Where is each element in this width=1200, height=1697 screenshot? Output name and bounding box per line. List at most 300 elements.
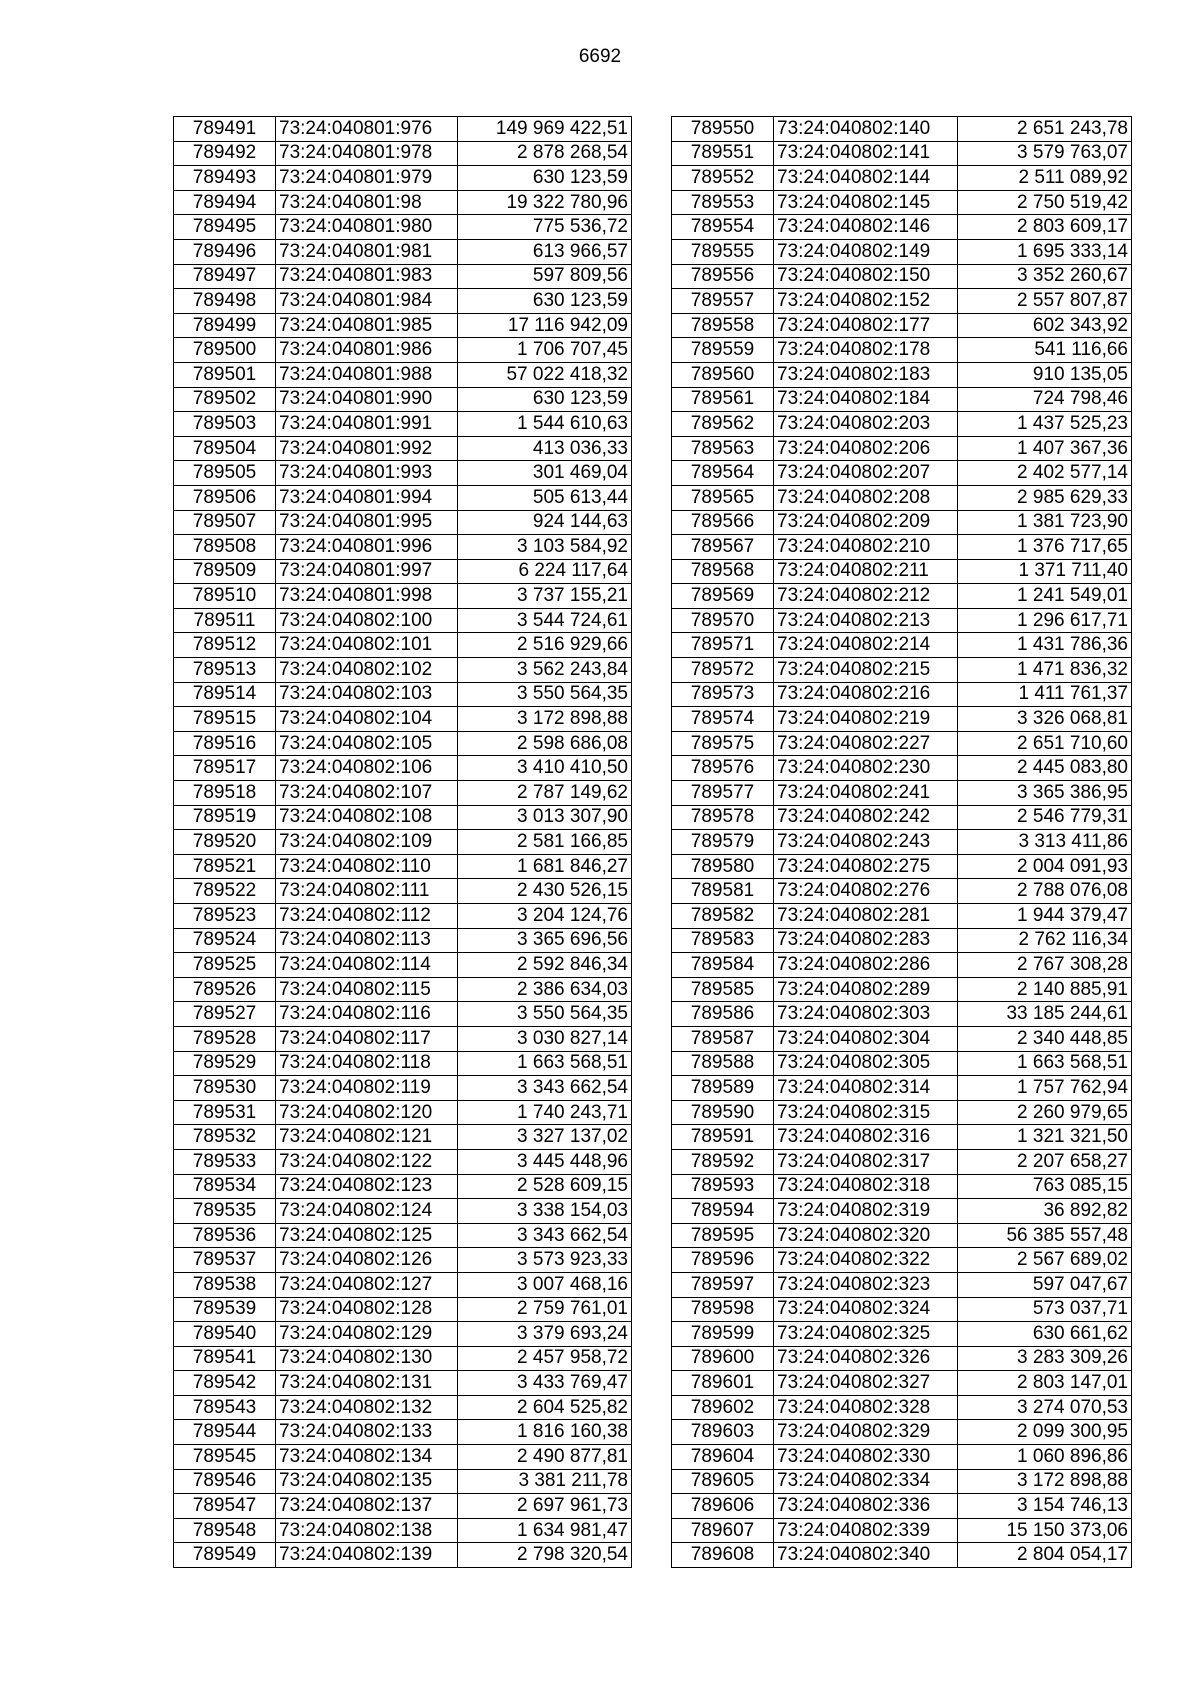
cadastral-number-cell: 73:24:040802:281	[774, 904, 958, 929]
cadastral-value-cell: 1 740 243,71	[458, 1100, 632, 1125]
cadastral-number-cell: 73:24:040802:146	[774, 215, 958, 240]
table-row	[672, 1076, 1132, 1101]
cadastral-number-cell: 73:24:040802:334	[774, 1469, 958, 1494]
cadastral-number-cell: 73:24:040801:993	[276, 461, 458, 486]
table-row	[174, 264, 632, 289]
cadastral-number-cell: 73:24:040802:152	[774, 289, 958, 314]
row-number-cell: 789556	[672, 264, 774, 289]
table-row	[174, 731, 632, 756]
row-number-cell: 789560	[672, 362, 774, 387]
cadastral-value-cell: 1 695 333,14	[958, 239, 1132, 264]
cadastral-number-cell: 73:24:040802:340	[774, 1543, 958, 1568]
cadastral-number-cell: 73:24:040802:137	[276, 1494, 458, 1519]
cadastral-value-cell: 1 944 379,47	[958, 904, 1132, 929]
row-number-cell: 789547	[174, 1494, 276, 1519]
table-row	[672, 485, 1132, 510]
table-row	[672, 1297, 1132, 1322]
cadastral-number-cell: 73:24:040802:208	[774, 485, 958, 510]
cadastral-value-cell: 2 878 268,54	[458, 141, 632, 166]
cadastral-value-cell: 1 816 160,38	[458, 1420, 632, 1445]
table-row	[672, 313, 1132, 338]
row-number-cell: 789604	[672, 1445, 774, 1470]
cadastral-value-cell: 2 099 300,95	[958, 1420, 1132, 1445]
cadastral-value-cell: 2 651 243,78	[958, 117, 1132, 142]
cadastral-value-cell: 3 103 584,92	[458, 535, 632, 560]
cadastral-number-cell: 73:24:040802:322	[774, 1248, 958, 1273]
cadastral-value-cell: 2 985 629,33	[958, 485, 1132, 510]
table-row	[174, 1494, 632, 1519]
table-row	[174, 510, 632, 535]
cadastral-number-cell: 73:24:040802:241	[774, 781, 958, 806]
row-number-cell: 789589	[672, 1076, 774, 1101]
cadastral-number-cell: 73:24:040802:108	[276, 805, 458, 830]
row-number-cell: 789606	[672, 1494, 774, 1519]
cadastral-number-cell: 73:24:040801:995	[276, 510, 458, 535]
table-row	[672, 166, 1132, 191]
cadastral-value-cell: 3 172 898,88	[958, 1469, 1132, 1494]
cadastral-number-cell: 73:24:040802:105	[276, 731, 458, 756]
cadastral-value-cell: 3 172 898,88	[458, 707, 632, 732]
row-number-cell: 789535	[174, 1199, 276, 1224]
cadastral-number-cell: 73:24:040802:141	[774, 141, 958, 166]
table-row	[174, 362, 632, 387]
table-row	[672, 362, 1132, 387]
table-row	[672, 1543, 1132, 1568]
table-row	[174, 215, 632, 240]
table-row	[174, 1002, 632, 1027]
cadastral-number-cell: 73:24:040801:976	[276, 117, 458, 142]
cadastral-number-cell: 73:24:040802:101	[276, 633, 458, 658]
row-number-cell: 789587	[672, 1026, 774, 1051]
cadastral-value-cell: 2 445 083,80	[958, 756, 1132, 781]
cadastral-value-cell: 2 402 577,14	[958, 461, 1132, 486]
cadastral-number-cell: 73:24:040802:125	[276, 1223, 458, 1248]
row-number-cell: 789572	[672, 658, 774, 683]
table-row	[174, 1125, 632, 1150]
row-number-cell: 789602	[672, 1395, 774, 1420]
row-number-cell: 789526	[174, 977, 276, 1002]
row-number-cell: 789608	[672, 1543, 774, 1568]
cadastral-value-cell: 3 343 662,54	[458, 1076, 632, 1101]
cadastral-value-cell: 3 562 243,84	[458, 658, 632, 683]
row-number-cell: 789552	[672, 166, 774, 191]
row-number-cell: 789506	[174, 485, 276, 510]
cadastral-number-cell: 73:24:040802:124	[276, 1199, 458, 1224]
table-row	[672, 264, 1132, 289]
cadastral-value-cell: 3 352 260,67	[958, 264, 1132, 289]
table-row	[174, 338, 632, 363]
cadastral-value-cell: 149 969 422,51	[458, 117, 632, 142]
row-number-cell: 789546	[174, 1469, 276, 1494]
cadastral-value-cell: 2 004 091,93	[958, 854, 1132, 879]
cadastral-value-cell: 2 804 054,17	[958, 1543, 1132, 1568]
table-row	[174, 1371, 632, 1396]
table-row	[672, 1149, 1132, 1174]
table-row	[672, 190, 1132, 215]
cadastral-value-cell: 3 154 746,13	[958, 1494, 1132, 1519]
row-number-cell: 789595	[672, 1223, 774, 1248]
table-row	[174, 608, 632, 633]
row-number-cell: 789544	[174, 1420, 276, 1445]
cadastral-value-cell: 3 013 307,90	[458, 805, 632, 830]
table-row	[174, 658, 632, 683]
table-row	[174, 289, 632, 314]
table-row	[174, 387, 632, 412]
row-number-cell: 789543	[174, 1395, 276, 1420]
cadastral-number-cell: 73:24:040802:230	[774, 756, 958, 781]
cadastral-value-cell: 2 457 958,72	[458, 1346, 632, 1371]
table-row	[672, 412, 1132, 437]
cadastral-number-cell: 73:24:040802:184	[774, 387, 958, 412]
cadastral-number-cell: 73:24:040802:100	[276, 608, 458, 633]
row-number-cell: 789517	[174, 756, 276, 781]
row-number-cell: 789603	[672, 1420, 774, 1445]
cadastral-value-cell: 3 365 696,56	[458, 928, 632, 953]
cadastral-value-cell: 3 544 724,61	[458, 608, 632, 633]
table-row	[174, 1248, 632, 1273]
cadastral-value-cell: 2 759 761,01	[458, 1297, 632, 1322]
row-number-cell: 789540	[174, 1322, 276, 1347]
row-number-cell: 789548	[174, 1518, 276, 1543]
row-number-cell: 789590	[672, 1100, 774, 1125]
row-number-cell: 789525	[174, 953, 276, 978]
cadastral-number-cell: 73:24:040802:318	[774, 1174, 958, 1199]
row-number-cell: 789497	[174, 264, 276, 289]
cadastral-number-cell: 73:24:040802:206	[774, 436, 958, 461]
left-register-table	[173, 116, 632, 1568]
cadastral-number-cell: 73:24:040802:305	[774, 1051, 958, 1076]
row-number-cell: 789597	[672, 1272, 774, 1297]
table-row	[672, 387, 1132, 412]
cadastral-number-cell: 73:24:040802:133	[276, 1420, 458, 1445]
cadastral-value-cell: 17 116 942,09	[458, 313, 632, 338]
table-row	[174, 1076, 632, 1101]
cadastral-value-cell: 57 022 418,32	[458, 362, 632, 387]
cadastral-number-cell: 73:24:040802:131	[276, 1371, 458, 1396]
cadastral-value-cell: 1 706 707,45	[458, 338, 632, 363]
row-number-cell: 789523	[174, 904, 276, 929]
cadastral-number-cell: 73:24:040801:994	[276, 485, 458, 510]
cadastral-number-cell: 73:24:040801:997	[276, 559, 458, 584]
table-row	[174, 1297, 632, 1322]
cadastral-value-cell: 924 144,63	[458, 510, 632, 535]
row-number-cell: 789586	[672, 1002, 774, 1027]
table-row	[672, 854, 1132, 879]
row-number-cell: 789553	[672, 190, 774, 215]
cadastral-number-cell: 73:24:040802:324	[774, 1297, 958, 1322]
cadastral-value-cell: 3 410 410,50	[458, 756, 632, 781]
row-number-cell: 789592	[672, 1149, 774, 1174]
cadastral-value-cell: 1 371 711,40	[958, 559, 1132, 584]
row-number-cell: 789562	[672, 412, 774, 437]
table-row	[672, 1125, 1132, 1150]
row-number-cell: 789580	[672, 854, 774, 879]
row-number-cell: 789566	[672, 510, 774, 535]
table-row	[174, 166, 632, 191]
table-row	[174, 830, 632, 855]
row-number-cell: 789569	[672, 584, 774, 609]
row-number-cell: 789585	[672, 977, 774, 1002]
cadastral-number-cell: 73:24:040802:319	[774, 1199, 958, 1224]
cadastral-number-cell: 73:24:040802:139	[276, 1543, 458, 1568]
cadastral-number-cell: 73:24:040802:214	[774, 633, 958, 658]
row-number-cell: 789534	[174, 1174, 276, 1199]
cadastral-value-cell: 763 085,15	[958, 1174, 1132, 1199]
table-row	[174, 1223, 632, 1248]
cadastral-number-cell: 73:24:040802:145	[774, 190, 958, 215]
row-number-cell: 789531	[174, 1100, 276, 1125]
cadastral-value-cell: 2 798 320,54	[458, 1543, 632, 1568]
row-number-cell: 789521	[174, 854, 276, 879]
table-row	[672, 879, 1132, 904]
cadastral-number-cell: 73:24:040802:119	[276, 1076, 458, 1101]
table-row	[174, 239, 632, 264]
table-row	[672, 215, 1132, 240]
cadastral-value-cell: 2 260 979,65	[958, 1100, 1132, 1125]
cadastral-number-cell: 73:24:040802:134	[276, 1445, 458, 1470]
cadastral-number-cell: 73:24:040802:314	[774, 1076, 958, 1101]
cadastral-value-cell: 3 579 763,07	[958, 141, 1132, 166]
cadastral-number-cell: 73:24:040802:203	[774, 412, 958, 437]
table-row	[174, 1445, 632, 1470]
table-row	[174, 805, 632, 830]
cadastral-value-cell: 1 437 525,23	[958, 412, 1132, 437]
row-number-cell: 789555	[672, 239, 774, 264]
table-row	[174, 756, 632, 781]
cadastral-value-cell: 3 573 923,33	[458, 1248, 632, 1273]
table-row	[672, 510, 1132, 535]
cadastral-value-cell: 2 557 807,87	[958, 289, 1132, 314]
cadastral-number-cell: 73:24:040802:104	[276, 707, 458, 732]
cadastral-value-cell: 630 661,62	[958, 1322, 1132, 1347]
cadastral-value-cell: 1 681 846,27	[458, 854, 632, 879]
cadastral-value-cell: 2 762 116,34	[958, 928, 1132, 953]
table-row	[672, 1494, 1132, 1519]
cadastral-value-cell: 2 604 525,82	[458, 1395, 632, 1420]
cadastral-number-cell: 73:24:040801:980	[276, 215, 458, 240]
cadastral-value-cell: 1 060 896,86	[958, 1445, 1132, 1470]
row-number-cell: 789508	[174, 535, 276, 560]
cadastral-number-cell: 73:24:040801:978	[276, 141, 458, 166]
cadastral-number-cell: 73:24:040802:126	[276, 1248, 458, 1273]
row-number-cell: 789494	[174, 190, 276, 215]
table-row	[672, 1026, 1132, 1051]
row-number-cell: 789594	[672, 1199, 774, 1224]
row-number-cell: 789498	[174, 289, 276, 314]
row-number-cell: 789536	[174, 1223, 276, 1248]
row-number-cell: 789567	[672, 535, 774, 560]
table-row	[672, 1346, 1132, 1371]
cadastral-value-cell: 2 490 877,81	[458, 1445, 632, 1470]
cadastral-value-cell: 2 430 526,15	[458, 879, 632, 904]
table-row	[672, 289, 1132, 314]
row-number-cell: 789598	[672, 1297, 774, 1322]
cadastral-number-cell: 73:24:040802:140	[774, 117, 958, 142]
cadastral-number-cell: 73:24:040802:326	[774, 1346, 958, 1371]
cadastral-value-cell: 3 550 564,35	[458, 1002, 632, 1027]
cadastral-value-cell: 2 592 846,34	[458, 953, 632, 978]
cadastral-number-cell: 73:24:040802:117	[276, 1026, 458, 1051]
row-number-cell: 789570	[672, 608, 774, 633]
cadastral-number-cell: 73:24:040802:109	[276, 830, 458, 855]
row-number-cell: 789571	[672, 633, 774, 658]
cadastral-value-cell: 630 123,59	[458, 166, 632, 191]
row-number-cell: 789511	[174, 608, 276, 633]
table-row	[672, 1469, 1132, 1494]
cadastral-number-cell: 73:24:040802:304	[774, 1026, 958, 1051]
cadastral-number-cell: 73:24:040801:998	[276, 584, 458, 609]
table-row	[672, 141, 1132, 166]
cadastral-number-cell: 73:24:040801:991	[276, 412, 458, 437]
cadastral-value-cell: 910 135,05	[958, 362, 1132, 387]
table-row	[672, 117, 1132, 142]
cadastral-value-cell: 3 030 827,14	[458, 1026, 632, 1051]
row-number-cell: 789568	[672, 559, 774, 584]
row-number-cell: 789561	[672, 387, 774, 412]
cadastral-value-cell: 15 150 373,06	[958, 1518, 1132, 1543]
table-row	[672, 953, 1132, 978]
cadastral-number-cell: 73:24:040801:979	[276, 166, 458, 191]
table-row	[174, 781, 632, 806]
table-row	[672, 781, 1132, 806]
table-row	[672, 707, 1132, 732]
row-number-cell: 789492	[174, 141, 276, 166]
row-number-cell: 789583	[672, 928, 774, 953]
row-number-cell: 789505	[174, 461, 276, 486]
cadastral-value-cell: 3 445 448,96	[458, 1149, 632, 1174]
cadastral-number-cell: 73:24:040802:330	[774, 1445, 958, 1470]
cadastral-value-cell: 1 431 786,36	[958, 633, 1132, 658]
table-row	[672, 1002, 1132, 1027]
cadastral-number-cell: 73:24:040802:123	[276, 1174, 458, 1199]
cadastral-number-cell: 73:24:040802:209	[774, 510, 958, 535]
cadastral-number-cell: 73:24:040802:102	[276, 658, 458, 683]
table-row	[672, 977, 1132, 1002]
cadastral-value-cell: 33 185 244,61	[958, 1002, 1132, 1027]
cadastral-value-cell: 2 546 779,31	[958, 805, 1132, 830]
row-number-cell: 789503	[174, 412, 276, 437]
table-row	[672, 731, 1132, 756]
cadastral-number-cell: 73:24:040801:98	[276, 190, 458, 215]
table-row	[672, 559, 1132, 584]
table-row	[174, 1026, 632, 1051]
cadastral-value-cell: 3 274 070,53	[958, 1395, 1132, 1420]
cadastral-number-cell: 73:24:040802:110	[276, 854, 458, 879]
cadastral-number-cell: 73:24:040802:219	[774, 707, 958, 732]
cadastral-number-cell: 73:24:040802:243	[774, 830, 958, 855]
cadastral-value-cell: 301 469,04	[458, 461, 632, 486]
row-number-cell: 789513	[174, 658, 276, 683]
table-row	[672, 461, 1132, 486]
cadastral-number-cell: 73:24:040802:317	[774, 1149, 958, 1174]
cadastral-value-cell: 1 757 762,94	[958, 1076, 1132, 1101]
table-row	[672, 1371, 1132, 1396]
cadastral-value-cell: 2 803 609,17	[958, 215, 1132, 240]
table-row	[174, 953, 632, 978]
row-number-cell: 789563	[672, 436, 774, 461]
cadastral-value-cell: 2 528 609,15	[458, 1174, 632, 1199]
cadastral-value-cell: 1 241 549,01	[958, 584, 1132, 609]
cadastral-number-cell: 73:24:040802:213	[774, 608, 958, 633]
table-row	[174, 904, 632, 929]
row-number-cell: 789575	[672, 731, 774, 756]
row-number-cell: 789564	[672, 461, 774, 486]
cadastral-number-cell: 73:24:040802:215	[774, 658, 958, 683]
cadastral-value-cell: 2 788 076,08	[958, 879, 1132, 904]
cadastral-value-cell: 1 296 617,71	[958, 608, 1132, 633]
table-row	[174, 117, 632, 142]
row-number-cell: 789538	[174, 1272, 276, 1297]
table-row	[174, 1272, 632, 1297]
cadastral-value-cell: 6 224 117,64	[458, 559, 632, 584]
row-number-cell: 789551	[672, 141, 774, 166]
row-number-cell: 789516	[174, 731, 276, 756]
cadastral-value-cell: 3 327 137,02	[458, 1125, 632, 1150]
row-number-cell: 789605	[672, 1469, 774, 1494]
table-row	[672, 904, 1132, 929]
cadastral-number-cell: 73:24:040802:336	[774, 1494, 958, 1519]
cadastral-value-cell: 1 663 568,51	[458, 1051, 632, 1076]
cadastral-value-cell: 2 386 634,03	[458, 977, 632, 1002]
cadastral-value-cell: 2 581 166,85	[458, 830, 632, 855]
cadastral-value-cell: 3 381 211,78	[458, 1469, 632, 1494]
table-row	[174, 1395, 632, 1420]
cadastral-value-cell: 3 338 154,03	[458, 1199, 632, 1224]
row-number-cell: 789537	[174, 1248, 276, 1273]
cadastral-number-cell: 73:24:040802:207	[774, 461, 958, 486]
cadastral-number-cell: 73:24:040802:227	[774, 731, 958, 756]
cadastral-number-cell: 73:24:040802:316	[774, 1125, 958, 1150]
row-number-cell: 789533	[174, 1149, 276, 1174]
row-number-cell: 789496	[174, 239, 276, 264]
cadastral-number-cell: 73:24:040802:115	[276, 977, 458, 1002]
table-row	[672, 1223, 1132, 1248]
row-number-cell: 789500	[174, 338, 276, 363]
table-row	[174, 707, 632, 732]
table-row	[174, 313, 632, 338]
cadastral-number-cell: 73:24:040802:339	[774, 1518, 958, 1543]
cadastral-value-cell: 3 326 068,81	[958, 707, 1132, 732]
row-number-cell: 789581	[672, 879, 774, 904]
table-row	[672, 535, 1132, 560]
cadastral-value-cell: 630 123,59	[458, 289, 632, 314]
table-row	[174, 1543, 632, 1568]
cadastral-number-cell: 73:24:040802:130	[276, 1346, 458, 1371]
cadastral-number-cell: 73:24:040802:315	[774, 1100, 958, 1125]
cadastral-value-cell: 56 385 557,48	[958, 1223, 1132, 1248]
row-number-cell: 789529	[174, 1051, 276, 1076]
row-number-cell: 789588	[672, 1051, 774, 1076]
table-row	[174, 1518, 632, 1543]
table-row	[672, 239, 1132, 264]
row-number-cell: 789557	[672, 289, 774, 314]
row-number-cell: 789518	[174, 781, 276, 806]
row-number-cell: 789582	[672, 904, 774, 929]
cadastral-number-cell: 73:24:040802:323	[774, 1272, 958, 1297]
cadastral-value-cell: 3 433 769,47	[458, 1371, 632, 1396]
cadastral-number-cell: 73:24:040802:112	[276, 904, 458, 929]
row-number-cell: 789504	[174, 436, 276, 461]
cadastral-value-cell: 3 313 411,86	[958, 830, 1132, 855]
cadastral-number-cell: 73:24:040802:144	[774, 166, 958, 191]
cadastral-value-cell: 2 750 519,42	[958, 190, 1132, 215]
table-row	[174, 1346, 632, 1371]
cadastral-number-cell: 73:24:040802:289	[774, 977, 958, 1002]
table-row	[672, 1420, 1132, 1445]
page-number: 6692	[578, 46, 622, 67]
cadastral-value-cell: 2 140 885,91	[958, 977, 1132, 1002]
cadastral-value-cell: 630 123,59	[458, 387, 632, 412]
